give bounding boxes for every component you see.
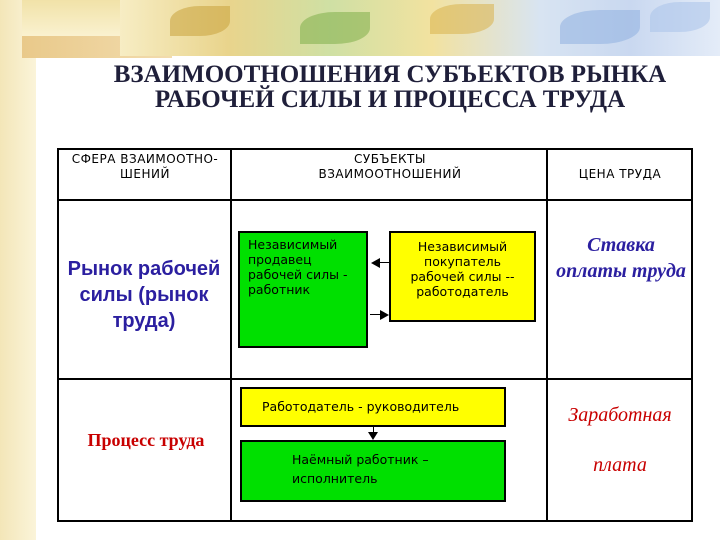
process-sphere-label: Процесс труда bbox=[87, 430, 205, 450]
arrow-right-icon bbox=[380, 310, 389, 320]
buyer-text: Независимый покупатель рабочей силы -- работодатель bbox=[410, 239, 515, 299]
arrow-down-icon bbox=[368, 432, 378, 440]
header-subjects: СУБЪЕКТЫ ВЗАИМООТНОШЕНИЙ bbox=[318, 152, 462, 181]
row-divider bbox=[58, 199, 692, 201]
decorative-leaf bbox=[430, 4, 494, 34]
column-divider bbox=[230, 149, 232, 521]
seller-box bbox=[238, 231, 368, 348]
seller-text: Независимый продавец рабочей силы - работник bbox=[248, 237, 348, 297]
header-sphere: СФЕРА ВЗАИМООТНО-ШЕНИЙ bbox=[71, 152, 219, 181]
employer-text: Работодатель - руководитель bbox=[262, 399, 460, 414]
arrow-left-icon bbox=[371, 258, 380, 268]
employee-box bbox=[240, 440, 506, 502]
employer-box bbox=[240, 387, 506, 427]
decorative-top-left-bar bbox=[22, 0, 120, 40]
header-price: ЦЕНА ТРУДА bbox=[578, 167, 662, 181]
arrow-to-seller-line bbox=[380, 262, 389, 263]
employee-text: Наёмный работник – исполнитель bbox=[292, 452, 429, 486]
decorative-leaf bbox=[650, 2, 710, 32]
decorative-left-band bbox=[0, 0, 36, 540]
decorative-leaf bbox=[560, 10, 640, 44]
wage-label-line2: плата bbox=[593, 454, 647, 476]
row-divider bbox=[58, 378, 692, 380]
decorative-leaf bbox=[170, 6, 230, 36]
arrow-to-buyer-line bbox=[370, 314, 380, 315]
market-sphere-label: Рынок рабочей силы (рынок труда) bbox=[67, 258, 221, 332]
page-title: ВЗАИМООТНОШЕНИЯ СУБЪЕКТОВ РЫНКА РАБОЧЕЙ СИЛЫ И ПРОЦЕССА ТРУДА bbox=[113, 61, 667, 113]
buyer-box bbox=[389, 231, 536, 322]
rate-label: Ставка оплаты труда bbox=[556, 234, 686, 282]
decorative-leaf bbox=[300, 12, 370, 44]
wage-label-line1: Заработная bbox=[568, 404, 672, 426]
